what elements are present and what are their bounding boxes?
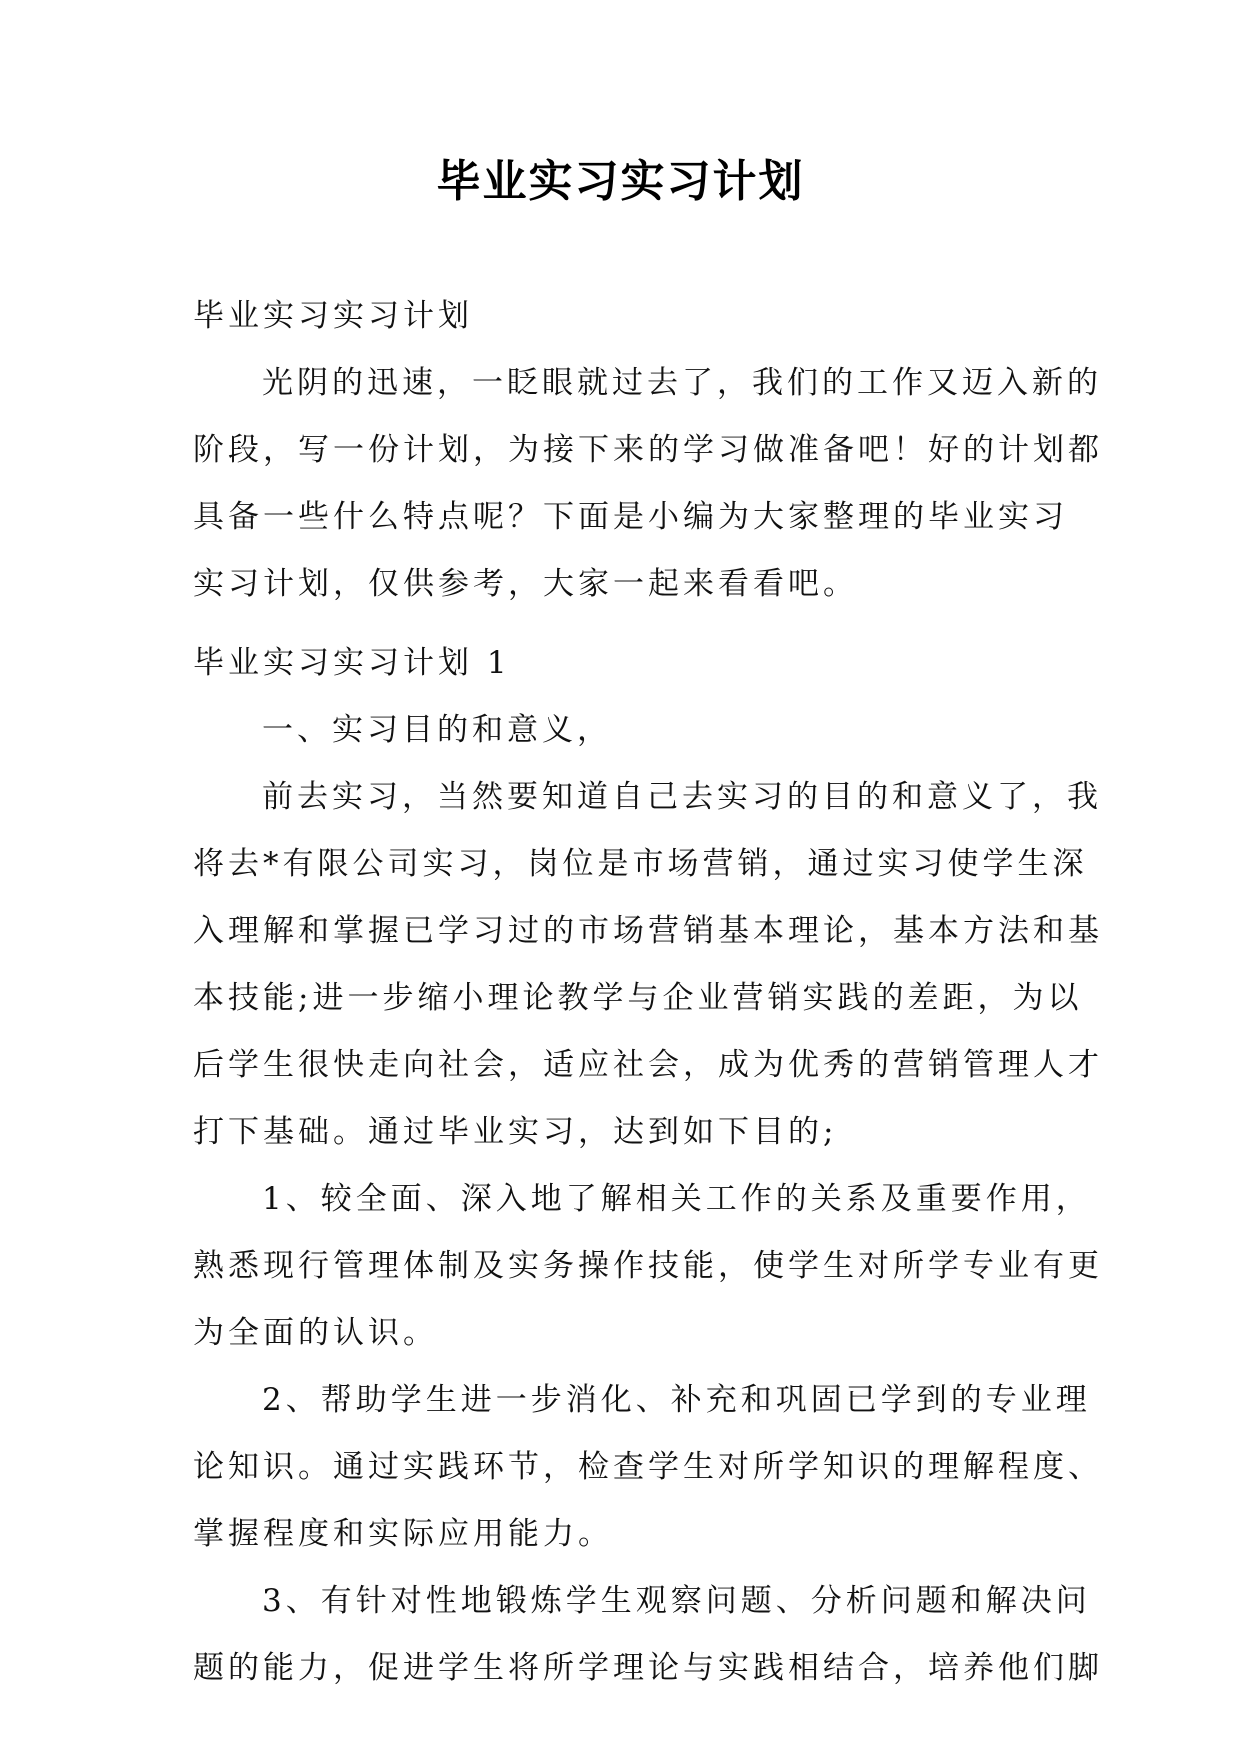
intro-line: 阶段，写一份计划，为接下来的学习做准备吧！好的计划都: [193, 432, 1103, 468]
list-item-1-line: 熟悉现行管理体制及实务操作技能，使学生对所学专业有更: [193, 1248, 1103, 1284]
intro-line: 实习计划，仅供参考，大家一起来看看吧。: [193, 566, 858, 602]
paragraph-line: 打下基础。通过毕业实习，达到如下目的;: [193, 1114, 838, 1150]
paragraph-line: 本技能;进一步缩小理论教学与企业营销实践的差距，为以: [193, 980, 1083, 1016]
paragraph-line: 前去实习，当然要知道自己去实习的目的和意义了，我: [262, 779, 1102, 815]
list-item-2-line: 2、帮助学生进一步消化、补充和巩固已学到的专业理: [262, 1382, 1091, 1418]
document-title: 毕业实习实习计划: [436, 156, 805, 207]
paragraph-line: 后学生很快走向社会，适应社会，成为优秀的营销管理人才: [193, 1047, 1103, 1083]
section-1: [193, 630, 1103, 1702]
list-item-1-line: 为全面的认识。: [193, 1315, 438, 1351]
paragraph-line: 入理解和掌握已学习过的市场营销基本理论，基本方法和基: [193, 913, 1103, 949]
list-item-2-line: 掌握程度和实际应用能力。: [193, 1516, 613, 1552]
list-item-3-line: 3、有针对性地锻炼学生观察问题、分析问题和解决问: [262, 1583, 1091, 1619]
paragraph-line: 将去*有限公司实习，岗位是市场营销，通过实习使学生深: [193, 846, 1088, 882]
section-subheading: 一、实习目的和意义，: [262, 712, 612, 748]
list-item-1-line: 1、较全面、深入地了解相关工作的关系及重要作用，: [262, 1181, 1091, 1217]
intro-heading: 毕业实习实习计划: [193, 298, 473, 334]
list-item-2-line: 论知识。通过实践环节，检查学生对所学知识的理解程度、: [193, 1449, 1103, 1485]
section-heading: 毕业实习实习计划 1: [193, 645, 511, 681]
intro-line: 光阴的迅速，一眨眼就过去了，我们的工作又迈入新的: [262, 365, 1102, 401]
intro-section: [193, 283, 1103, 618]
intro-line: 具备一些什么特点呢？下面是小编为大家整理的毕业实习: [193, 499, 1068, 535]
list-item-3-line: 题的能力，促进学生将所学理论与实践相结合，培养他们脚: [193, 1650, 1103, 1686]
